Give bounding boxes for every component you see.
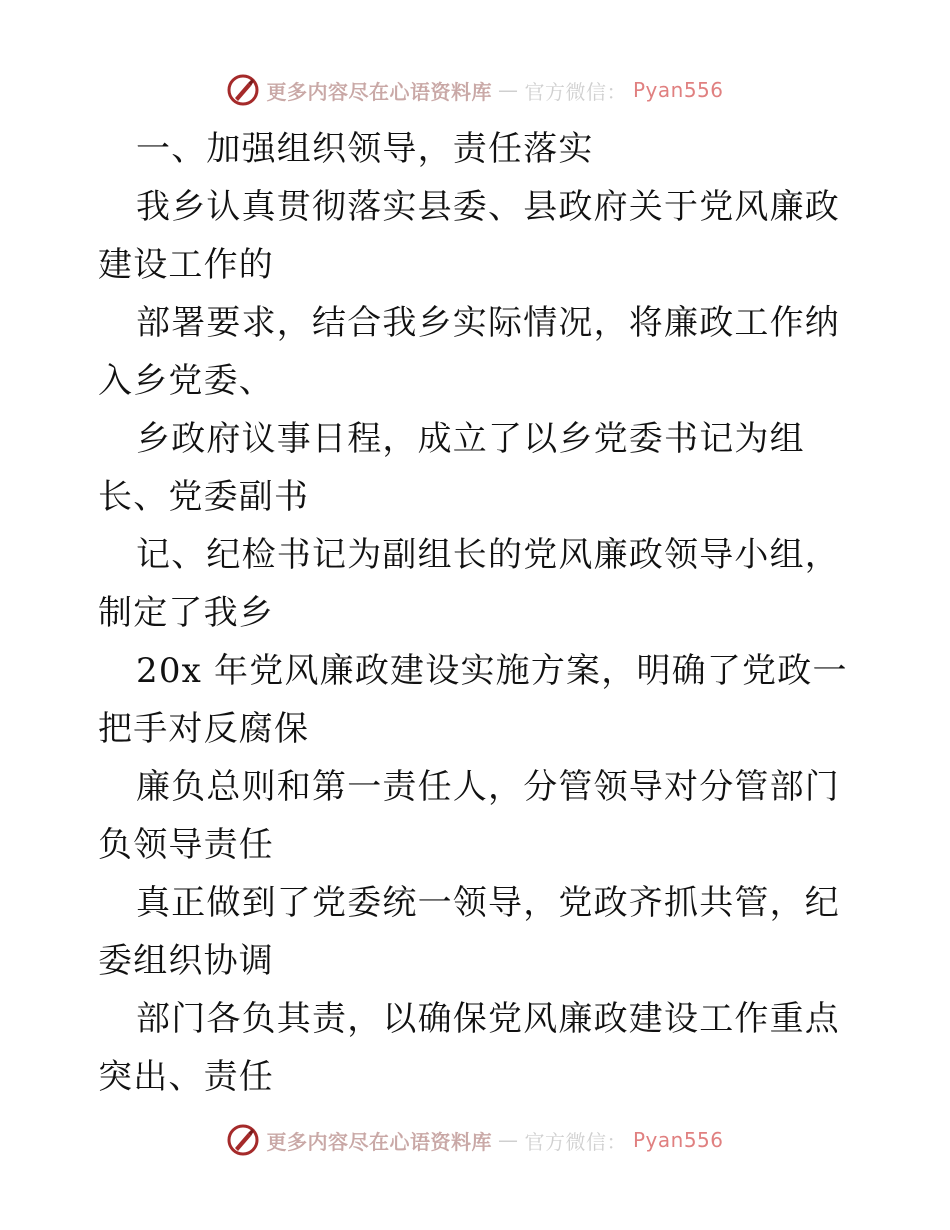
document-body	[98, 120, 858, 1106]
paragraph-heading: 一、加强组织领导，责任落实	[136, 129, 594, 169]
pen-logo-icon	[226, 1123, 260, 1157]
paragraph: 部署要求，结合我乡实际情况，将廉政工作纳入乡党委、	[98, 303, 840, 401]
banner-brand-text: 更多内容尽在心语资料库	[266, 79, 492, 104]
header-watermark-banner	[0, 70, 950, 110]
pen-logo-icon	[226, 73, 260, 107]
banner-brand-text: 更多内容尽在心语资料库	[266, 1129, 492, 1154]
paragraph: 部门各负其责，以确保党风廉政建设工作重点突出、责任	[98, 999, 840, 1097]
banner-separator: —	[497, 1128, 519, 1152]
paragraph: 20x 年党风廉政建设实施方案，明确了党政一把手对反腐保	[98, 651, 848, 749]
banner-separator: —	[497, 78, 519, 102]
paragraph: 乡政府议事日程，成立了以乡党委书记为组长、党委副书	[98, 419, 805, 517]
paragraph: 真正做到了党委统一领导，党政齐抓共管，纪委组织协调	[98, 883, 840, 981]
paragraph: 廉负总则和第一责任人，分管领导对分管部门负领导责任	[98, 767, 840, 865]
banner-wechat-label: 官方微信：	[524, 79, 627, 104]
banner-wechat-id: Pyan556	[632, 78, 724, 102]
banner-wechat-id: Pyan556	[632, 1128, 724, 1152]
footer-watermark-banner	[0, 1120, 950, 1160]
paragraph: 我乡认真贯彻落实县委、县政府关于党风廉政建设工作的	[98, 187, 840, 285]
banner-wechat-label: 官方微信：	[524, 1129, 627, 1154]
paragraph: 记、纪检书记为副组长的党风廉政领导小组，制定了我乡	[98, 535, 840, 633]
